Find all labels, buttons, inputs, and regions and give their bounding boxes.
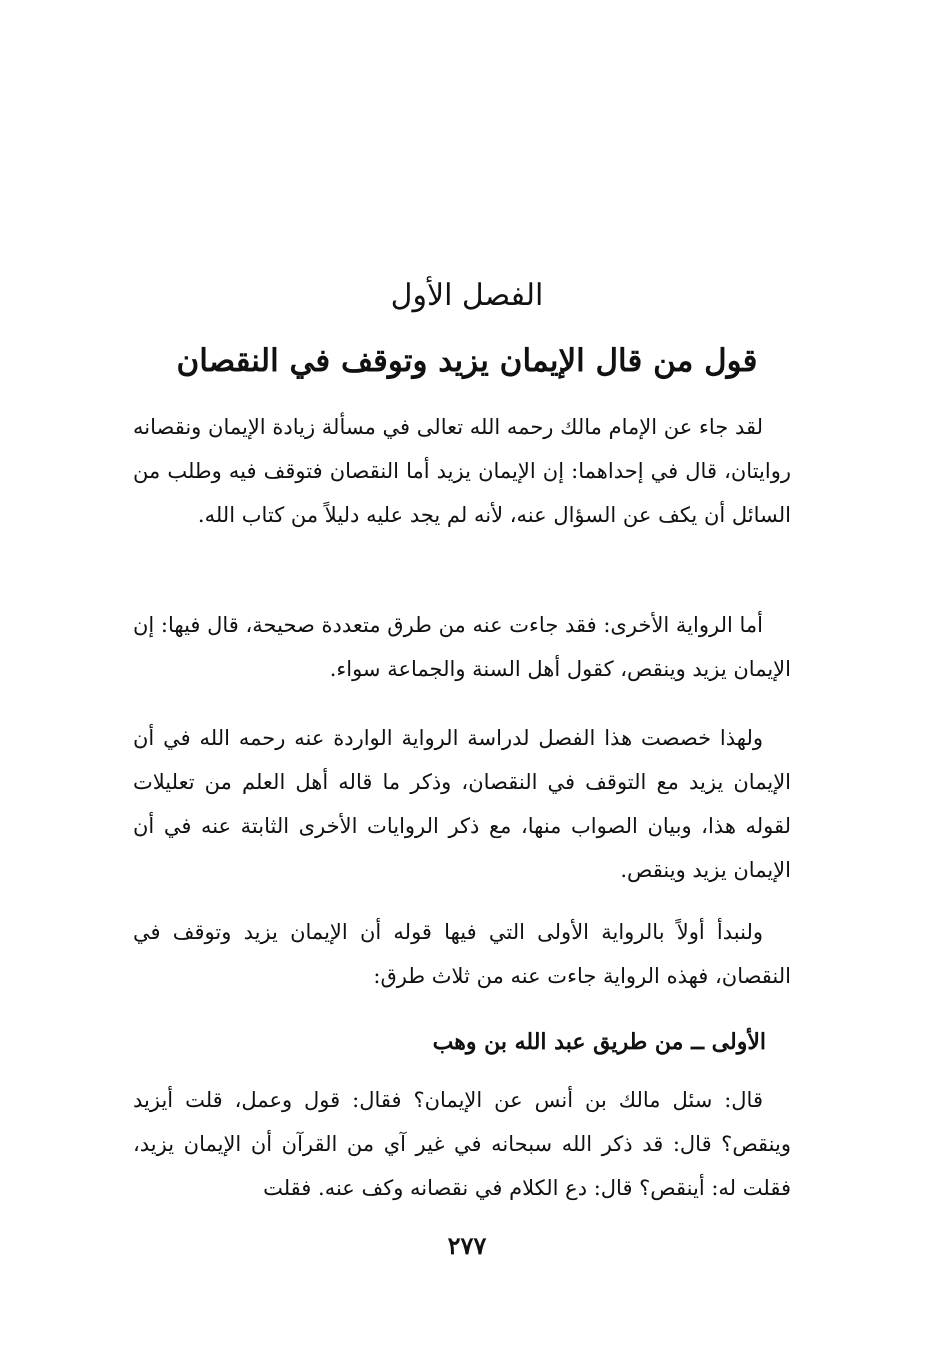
paragraph-3-block	[133, 716, 791, 892]
paragraph-1-block	[133, 405, 791, 537]
paragraph-4-block	[133, 910, 791, 998]
paragraph: ولهذا خصصت هذا الفصل لدراسة الرواية الواردة عنه رحمه الله في أن الإيمان يزيد مع التوقف في النقصان، وذكر ما قاله أهل العلم من تعليلات لقوله هذا، وبيان الصواب منها، مع ذكر الروايات الأخرى الثابتة عنه في أن الإيمان يزيد وينقص.	[133, 726, 791, 882]
chapter-title: الفصل الأول	[390, 278, 544, 313]
section-heading: الأولى ــ من طريق عبد الله بن وهب	[432, 1029, 766, 1055]
section-paragraph-block	[133, 1078, 791, 1210]
page-number: ٢٧٧	[447, 1231, 487, 1260]
paragraph: ولنبدأ أولاً بالرواية الأولى التي فيها قوله أن الإيمان يزيد وتوقف في النقصان، فهذه الرواية جاءت عنه من ثلاث طرق:	[133, 920, 791, 988]
section-paragraph: قال: سئل مالك بن أنس عن الإيمان؟ فقال: قول وعمل، قلت أيزيد وينقص؟ قال: قد ذكر الله سبحانه في غير آي من القرآن أن الإيمان يزيد، فقلت له: أينقص؟ قال: دع الكلام في نقصانه وكف عنه. فقلت	[133, 1088, 791, 1200]
chapter-subtitle: قول من قال الإيمان يزيد وتوقف في النقصان	[176, 343, 758, 379]
paragraph-2-block	[133, 603, 791, 691]
paragraph: لقد جاء عن الإمام مالك رحمه الله تعالى في مسألة زيادة الإيمان ونقصانه روايتان، قال في إحداهما: إن الإيمان يزيد أما النقصان فتوقف فيه وطلب من السائل أن يكف عن السؤال عنه، لأنه لم يجد عليه دليلاً من كتاب الله.	[133, 415, 791, 527]
paragraph: أما الرواية الأخرى: فقد جاءت عنه من طرق متعددة صحيحة، قال فيها: إن الإيمان يزيد وينقص، كقول أهل السنة والجماعة سواء.	[133, 613, 791, 681]
